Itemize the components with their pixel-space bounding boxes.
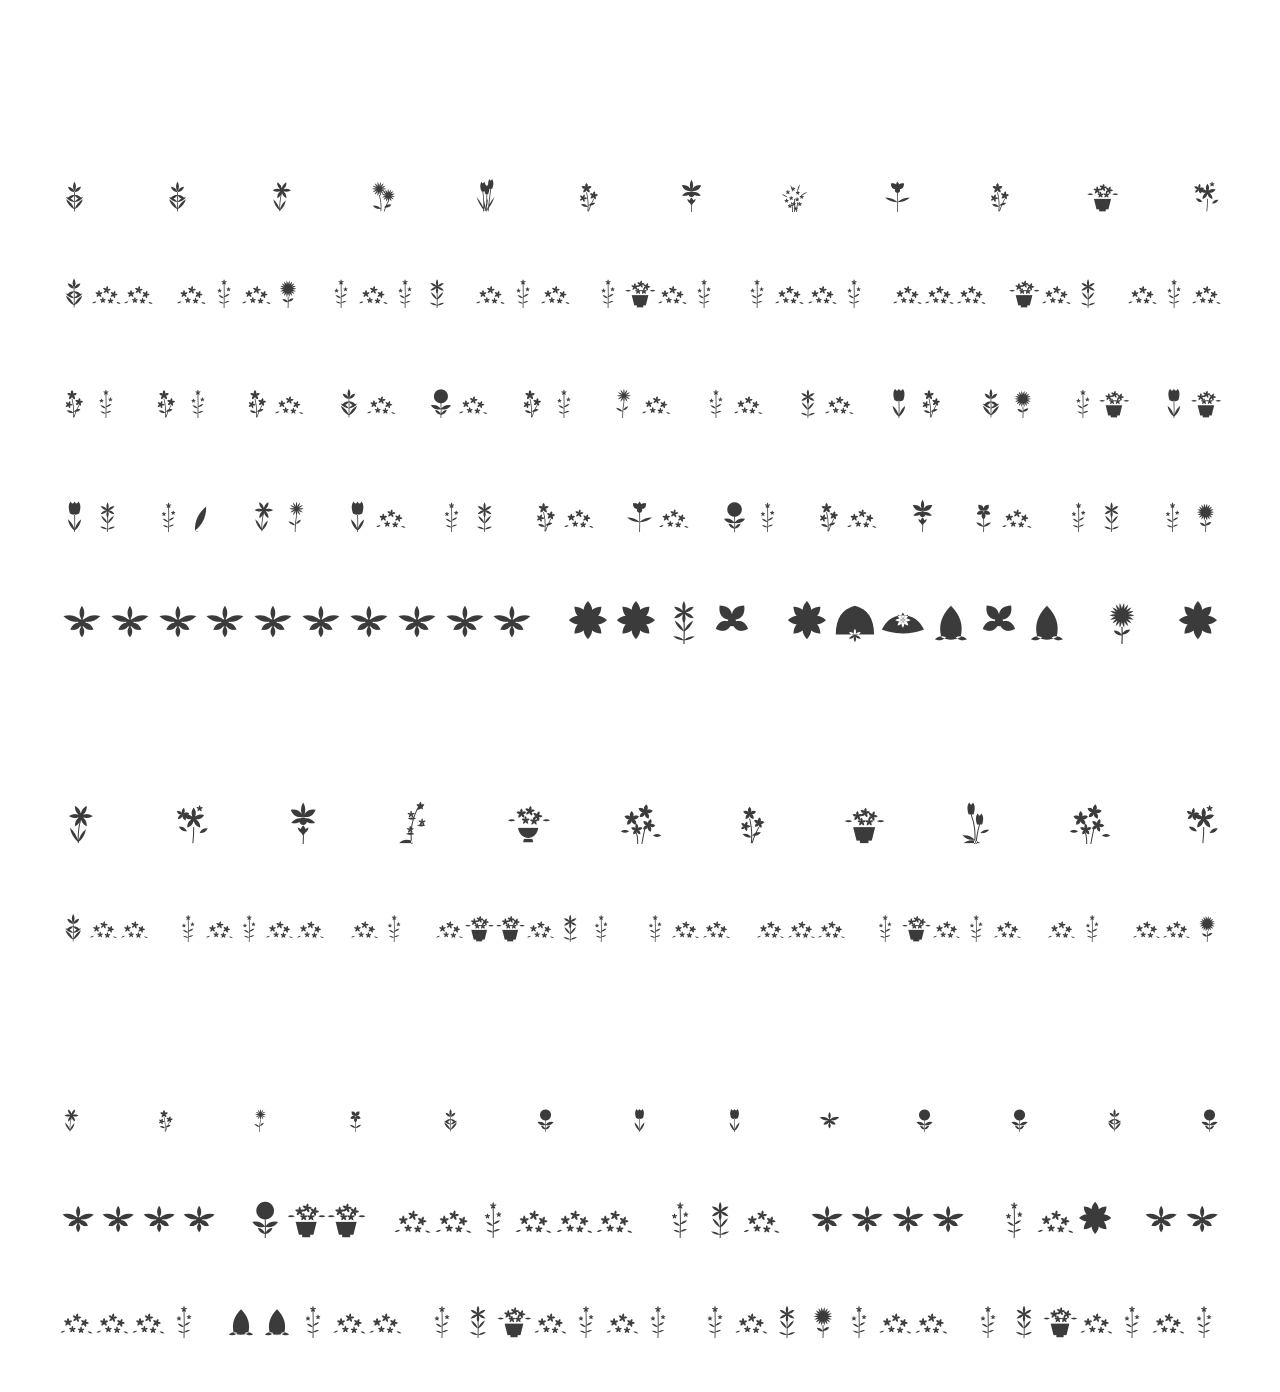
iris-icon bbox=[161, 62, 194, 212]
flower-cluster-icon bbox=[657, 476, 690, 532]
flower-cluster-icon bbox=[331, 1296, 367, 1338]
tulip-icon bbox=[883, 362, 915, 418]
flower-cluster-icon bbox=[1000, 476, 1033, 532]
lily-icon bbox=[700, 1186, 740, 1238]
primrose-bouquet-icon bbox=[619, 698, 661, 844]
water-lily-icon bbox=[879, 588, 927, 644]
orchid-icon bbox=[1182, 1186, 1222, 1238]
sunflower-icon bbox=[1189, 476, 1222, 532]
bud-icon bbox=[223, 1296, 259, 1338]
flower-cluster-icon bbox=[562, 476, 595, 532]
tulip-stem-icon bbox=[955, 698, 997, 844]
orchid-icon bbox=[441, 588, 489, 644]
flower-pot-icon bbox=[1042, 1296, 1078, 1338]
flower-cluster-icon bbox=[539, 266, 571, 308]
sprig-icon bbox=[325, 266, 357, 308]
daisy-icon bbox=[608, 362, 640, 418]
sprig-icon bbox=[389, 266, 421, 308]
orchid-icon bbox=[393, 588, 441, 644]
flower-pot-icon bbox=[464, 894, 494, 942]
wildflower-bouquet-icon bbox=[778, 62, 811, 212]
orchid-icon bbox=[58, 588, 106, 644]
lily-icon bbox=[468, 476, 501, 532]
primrose-bouquet-icon bbox=[1068, 698, 1110, 844]
flower-cluster-icon bbox=[119, 894, 149, 942]
sprig-icon bbox=[961, 894, 991, 942]
sprig-icon bbox=[700, 362, 732, 418]
flower-pot-icon bbox=[326, 1186, 366, 1238]
sprig-icon bbox=[838, 266, 870, 308]
sprig-icon bbox=[640, 894, 670, 942]
primrose-icon bbox=[529, 476, 562, 532]
primrose-icon bbox=[983, 62, 1016, 212]
rose-icon bbox=[1007, 992, 1032, 1132]
sprig-icon bbox=[208, 266, 240, 308]
orchid-icon bbox=[817, 992, 842, 1132]
bud-icon bbox=[927, 588, 975, 644]
orchid-icon bbox=[345, 588, 393, 644]
sprig-icon bbox=[841, 1296, 877, 1338]
flower-cluster-icon bbox=[349, 894, 379, 942]
daisy-icon bbox=[280, 476, 313, 532]
sprig-icon bbox=[473, 1186, 513, 1238]
sprig-icon bbox=[1062, 476, 1095, 532]
flower-cluster-icon bbox=[732, 362, 764, 418]
flower-cluster-icon bbox=[94, 1296, 130, 1338]
flower-cluster-icon bbox=[913, 1296, 949, 1338]
rosette-icon bbox=[783, 588, 831, 644]
flower-cluster-icon bbox=[525, 894, 555, 942]
sprig-icon bbox=[424, 1296, 460, 1338]
orchid-icon bbox=[488, 588, 536, 644]
flower-cluster-icon bbox=[90, 266, 122, 308]
orchid-icon bbox=[888, 1186, 928, 1238]
sprig-icon bbox=[90, 362, 122, 418]
poppy-icon bbox=[975, 588, 1023, 644]
sprig-icon bbox=[751, 476, 784, 532]
flower-cluster-icon bbox=[992, 894, 1022, 942]
flower-cluster-icon bbox=[1161, 894, 1191, 942]
flower-cluster-icon bbox=[365, 362, 397, 418]
flower-cluster-icon bbox=[1078, 1296, 1114, 1338]
sprig-icon bbox=[507, 266, 539, 308]
flower-cluster-icon bbox=[594, 1186, 634, 1238]
rose-icon bbox=[1197, 992, 1222, 1132]
tulip-icon bbox=[627, 992, 652, 1132]
sprig-icon bbox=[548, 362, 580, 418]
flower-cluster-icon bbox=[392, 1186, 432, 1238]
iris-icon bbox=[333, 362, 365, 418]
flower-pot-icon bbox=[624, 266, 656, 308]
iris-icon bbox=[58, 266, 90, 308]
lily-cluster-icon bbox=[170, 698, 212, 844]
sprig-icon bbox=[152, 476, 185, 532]
iris-icon bbox=[975, 362, 1007, 418]
pansy-icon bbox=[967, 476, 1000, 532]
flower-pot-icon bbox=[286, 1186, 326, 1238]
flower-cluster-icon bbox=[433, 1186, 473, 1238]
flower-cluster-icon bbox=[295, 894, 325, 942]
sprig-icon bbox=[295, 1296, 331, 1338]
flower-cluster-icon bbox=[1046, 894, 1076, 942]
lily-cluster-icon bbox=[1189, 62, 1222, 212]
sunflower-icon bbox=[1192, 894, 1222, 942]
poppy-icon bbox=[708, 588, 756, 644]
sprig-icon bbox=[994, 1186, 1034, 1238]
rosette-icon bbox=[612, 588, 660, 644]
flower-cluster-icon bbox=[823, 362, 855, 418]
flower-cluster-icon bbox=[701, 894, 731, 942]
sprig-icon bbox=[870, 894, 900, 942]
daffodil-icon bbox=[246, 476, 279, 532]
primrose-icon bbox=[58, 362, 90, 418]
pansy-icon bbox=[343, 992, 368, 1132]
ornamental-iris-icon bbox=[282, 698, 324, 844]
lily-icon bbox=[555, 894, 585, 942]
flower-cluster-icon bbox=[806, 266, 838, 308]
rose-icon bbox=[425, 362, 457, 418]
sprig-icon bbox=[166, 1296, 202, 1338]
flower-pot-icon bbox=[901, 894, 931, 942]
flower-cluster-icon bbox=[1126, 266, 1158, 308]
flower-cluster-icon bbox=[755, 894, 785, 942]
flower-cluster-icon bbox=[1131, 894, 1161, 942]
sprig-icon bbox=[173, 894, 203, 942]
rose-icon bbox=[718, 476, 751, 532]
flower-cluster-icon bbox=[1035, 1186, 1075, 1238]
tulip-bunch-icon bbox=[469, 62, 502, 212]
orchid-icon bbox=[201, 588, 249, 644]
sprig-icon bbox=[1158, 266, 1190, 308]
sprig-icon bbox=[568, 1296, 604, 1338]
bud-icon bbox=[259, 1296, 295, 1338]
flower-pot-icon bbox=[1086, 62, 1119, 212]
sprig-icon bbox=[660, 1186, 700, 1238]
primrose-icon bbox=[915, 362, 947, 418]
flower-cluster-icon bbox=[741, 1186, 781, 1238]
rose-icon bbox=[245, 1186, 285, 1238]
sprig-icon bbox=[697, 1296, 733, 1338]
lily-icon bbox=[1072, 266, 1104, 308]
orchid-icon bbox=[297, 588, 345, 644]
flower-cluster-icon bbox=[786, 894, 816, 942]
flower-pot-icon bbox=[495, 894, 525, 942]
orchid-icon bbox=[106, 588, 154, 644]
flower-cluster-icon bbox=[122, 266, 154, 308]
sunflower-icon bbox=[1007, 362, 1039, 418]
sprig-icon bbox=[592, 266, 624, 308]
lily-icon bbox=[660, 588, 708, 644]
flower-cluster-icon bbox=[374, 476, 407, 532]
flower-cluster-icon bbox=[891, 266, 923, 308]
tulip-icon bbox=[58, 476, 91, 532]
sprig-icon bbox=[379, 894, 409, 942]
flower-cluster-icon bbox=[273, 362, 305, 418]
leaf-icon bbox=[185, 476, 218, 532]
orchid-icon bbox=[154, 588, 202, 644]
sprig-icon bbox=[435, 476, 468, 532]
lily-icon bbox=[792, 362, 824, 418]
flower-cluster-icon bbox=[845, 476, 878, 532]
orchid-icon bbox=[928, 1186, 968, 1238]
flower-cluster-icon bbox=[1040, 266, 1072, 308]
lily-icon bbox=[460, 1296, 496, 1338]
flower-bowl-icon bbox=[507, 698, 549, 844]
flower-pot-icon bbox=[1098, 362, 1130, 418]
shell-flower-icon bbox=[831, 588, 879, 644]
iris-icon bbox=[58, 62, 91, 212]
rosette-icon bbox=[1174, 588, 1222, 644]
lily-icon bbox=[769, 1296, 805, 1338]
rosette-icon bbox=[1075, 1186, 1115, 1238]
orchid-icon bbox=[179, 1186, 219, 1238]
primrose-icon bbox=[150, 362, 182, 418]
flower-cluster-icon bbox=[367, 1296, 403, 1338]
flower-cluster-icon bbox=[931, 894, 961, 942]
primrose-icon bbox=[516, 362, 548, 418]
primrose-icon bbox=[572, 62, 605, 212]
sprig-icon bbox=[234, 894, 264, 942]
flower-cluster-icon bbox=[877, 1296, 913, 1338]
flower-cluster-icon bbox=[532, 1296, 568, 1338]
flower-cluster-icon bbox=[670, 894, 700, 942]
flower-cluster-icon bbox=[733, 1296, 769, 1338]
iris-icon bbox=[58, 894, 88, 942]
flower-cluster-icon bbox=[640, 362, 672, 418]
iris-icon bbox=[438, 992, 463, 1132]
flower-cluster-icon bbox=[434, 894, 464, 942]
flower-cluster-icon bbox=[58, 1296, 94, 1338]
sprig-icon bbox=[1186, 1296, 1222, 1338]
flower-cluster-icon bbox=[175, 266, 207, 308]
ornamental-iris-icon bbox=[675, 62, 708, 212]
aster-bouquet-icon bbox=[366, 62, 399, 212]
sprig-icon bbox=[1067, 362, 1099, 418]
flower-cluster-icon bbox=[88, 894, 118, 942]
lily-cluster-icon bbox=[1180, 698, 1222, 844]
lily-icon bbox=[91, 476, 124, 532]
carnation-icon bbox=[623, 476, 656, 532]
rose-icon bbox=[912, 992, 937, 1132]
lily-icon bbox=[1006, 1296, 1042, 1338]
daffodil-icon bbox=[58, 698, 100, 844]
flower-cluster-icon bbox=[955, 266, 987, 308]
flower-cluster-icon bbox=[513, 1186, 553, 1238]
orchid-icon bbox=[847, 1186, 887, 1238]
flower-cluster-icon bbox=[1150, 1296, 1186, 1338]
primrose-icon bbox=[153, 992, 178, 1132]
tulip-icon bbox=[1158, 362, 1190, 418]
flower-cluster-icon bbox=[656, 266, 688, 308]
flower-cluster-icon bbox=[357, 266, 389, 308]
sunflower-icon bbox=[805, 1296, 841, 1338]
flower-cluster-icon bbox=[923, 266, 955, 308]
flower-pot-icon bbox=[1190, 362, 1222, 418]
sprig-icon bbox=[1077, 894, 1107, 942]
flower-cluster-icon bbox=[240, 266, 272, 308]
sprig-icon bbox=[970, 1296, 1006, 1338]
sunflower-icon bbox=[1098, 588, 1146, 644]
sprig-icon bbox=[688, 266, 720, 308]
daffodil-icon bbox=[264, 62, 297, 212]
orchid-icon bbox=[249, 588, 297, 644]
ornamental-iris-icon bbox=[906, 476, 939, 532]
flower-cluster-icon bbox=[457, 362, 489, 418]
primrose-icon bbox=[812, 476, 845, 532]
sprig-icon bbox=[640, 1296, 676, 1338]
rosette-icon bbox=[564, 588, 612, 644]
daffodil-icon bbox=[58, 992, 83, 1132]
orchid-icon bbox=[139, 1186, 179, 1238]
flower-cluster-icon bbox=[773, 266, 805, 308]
lily-icon bbox=[421, 266, 453, 308]
flower-pot-icon bbox=[843, 698, 885, 844]
primrose-icon bbox=[241, 362, 273, 418]
flower-cluster-icon bbox=[554, 1186, 594, 1238]
orchid-icon bbox=[58, 1186, 98, 1238]
flower-cluster-icon bbox=[264, 894, 294, 942]
orchid-icon bbox=[98, 1186, 138, 1238]
sprig-icon bbox=[586, 894, 616, 942]
orchid-icon bbox=[1141, 1186, 1181, 1238]
lily-icon bbox=[1095, 476, 1128, 532]
orchid-icon bbox=[807, 1186, 847, 1238]
sprig-icon bbox=[1114, 1296, 1150, 1338]
iris-icon bbox=[1102, 992, 1127, 1132]
daisy-icon bbox=[248, 992, 273, 1132]
sprig-icon bbox=[1156, 476, 1189, 532]
flower-cluster-icon bbox=[130, 1296, 166, 1338]
flower-cluster-icon bbox=[604, 1296, 640, 1338]
flower-cluster-icon bbox=[474, 266, 506, 308]
sunflower-icon bbox=[272, 266, 304, 308]
sprig-icon bbox=[741, 266, 773, 308]
sprig-icon bbox=[182, 362, 214, 418]
flower-cluster-icon bbox=[816, 894, 846, 942]
primrose-icon bbox=[731, 698, 773, 844]
flower-cluster-icon bbox=[1190, 266, 1222, 308]
rose-icon bbox=[533, 992, 558, 1132]
carnation-icon bbox=[881, 62, 914, 212]
tulip-icon bbox=[341, 476, 374, 532]
bud-icon bbox=[1023, 588, 1071, 644]
flower-pot-icon bbox=[1008, 266, 1040, 308]
flower-cluster-icon bbox=[204, 894, 234, 942]
climbing-vine-icon bbox=[395, 698, 437, 844]
flower-pot-icon bbox=[496, 1296, 532, 1338]
tulip-icon bbox=[722, 992, 747, 1132]
